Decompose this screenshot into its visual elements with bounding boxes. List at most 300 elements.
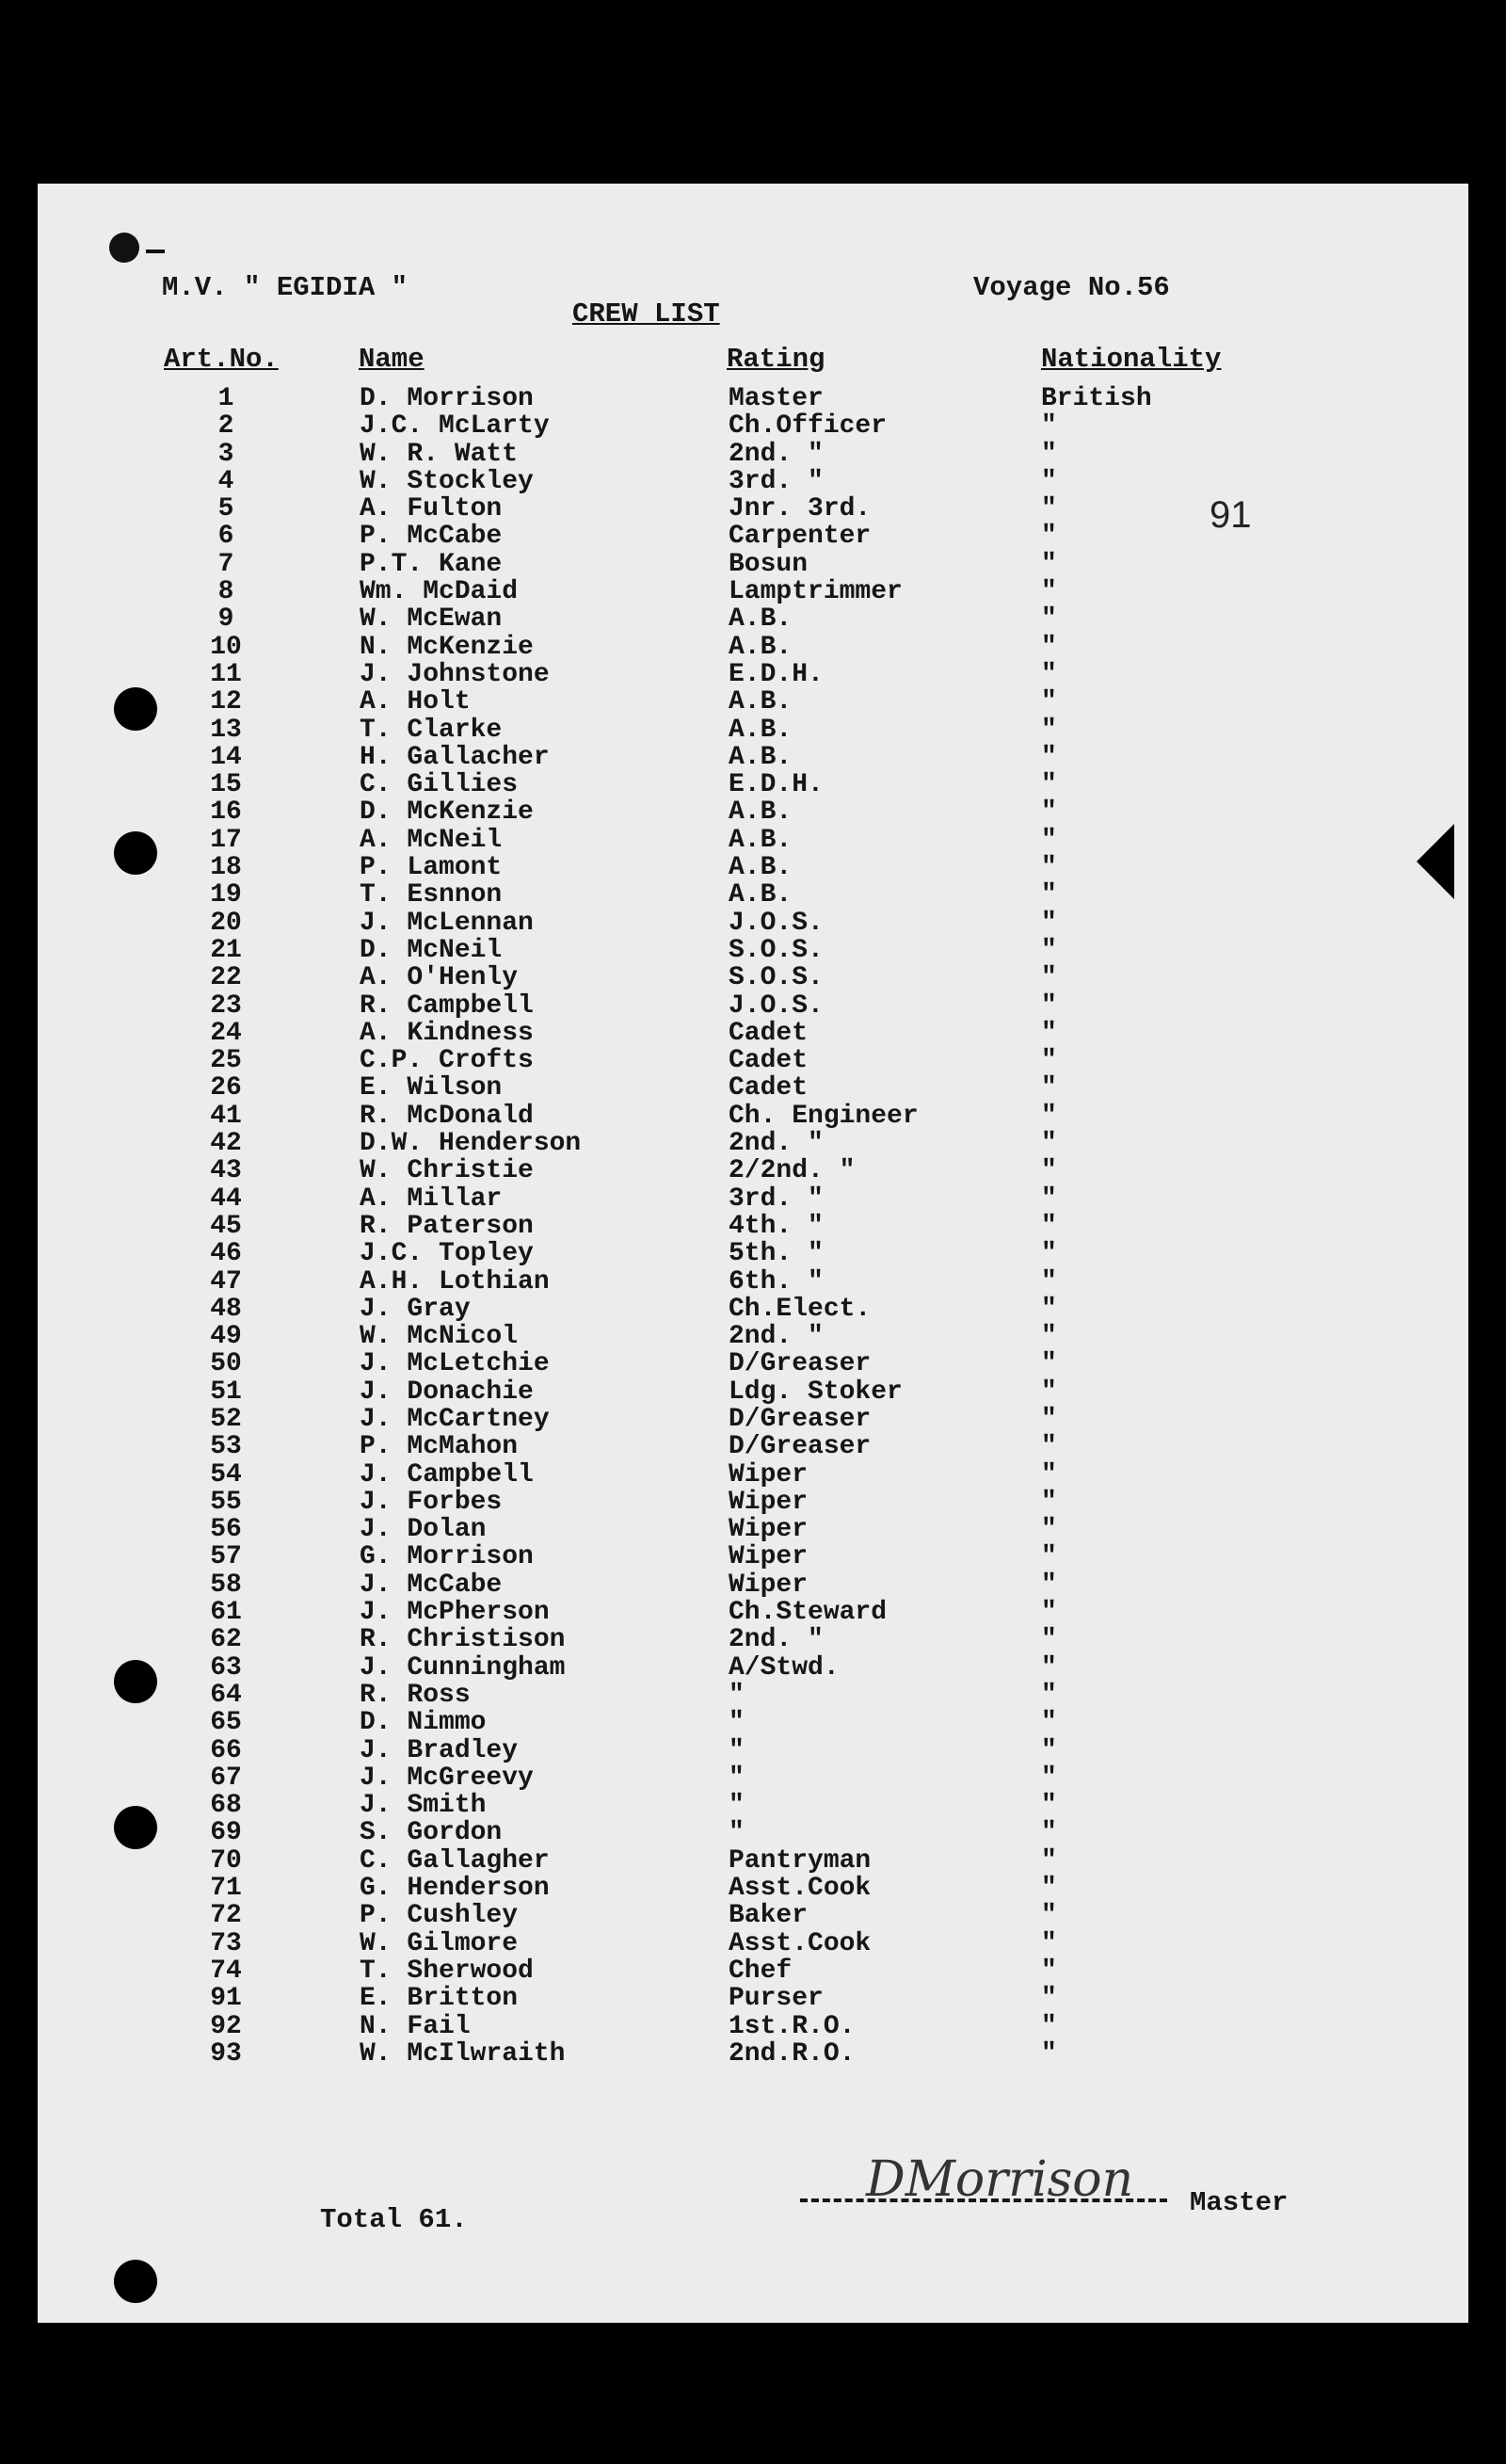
crew-art-no: 63 — [210, 1652, 242, 1683]
crew-art-no: 18 — [210, 853, 242, 883]
crew-name: R. Campbell — [360, 990, 534, 1021]
crew-art-no: 24 — [210, 1018, 242, 1048]
crew-nationality: " — [1041, 1956, 1057, 1986]
crew-rating: Pantryman — [729, 1845, 872, 1876]
crew-nationality: " — [1041, 1845, 1057, 1876]
crew-rating: Ch.Elect. — [729, 1294, 872, 1324]
crew-row — [38, 2013, 1450, 2040]
crew-art-no: 19 — [210, 880, 242, 910]
crew-row — [38, 1213, 1450, 1240]
crew-art-no: 1 — [217, 384, 234, 413]
crew-nationality: " — [1041, 1763, 1057, 1793]
crew-row — [38, 771, 1450, 798]
crew-nationality: " — [1041, 1652, 1057, 1683]
crew-total: Total 61. — [320, 2204, 468, 2235]
crew-nationality: " — [1041, 1266, 1057, 1296]
crew-nationality: " — [1041, 439, 1057, 469]
crew-nationality: " — [1041, 1239, 1057, 1269]
crew-rating: Ch.Steward — [729, 1598, 888, 1628]
crew-rating: Carpenter — [729, 522, 872, 552]
crew-row — [38, 634, 1450, 661]
crew-art-no: 65 — [210, 1708, 242, 1738]
crew-rating: A/Stwd. — [729, 1652, 840, 1683]
punch-hole — [114, 1660, 157, 1703]
crew-row — [38, 744, 1450, 771]
column-header-name: Name — [359, 344, 425, 375]
crew-row — [38, 1571, 1450, 1599]
crew-art-no: 64 — [210, 1680, 242, 1710]
crew-nationality: " — [1041, 825, 1057, 855]
crew-art-no: 57 — [210, 1542, 242, 1572]
crew-nationality: " — [1041, 1432, 1057, 1462]
crew-nationality: " — [1041, 1901, 1057, 1931]
crew-list-document — [38, 184, 1468, 2323]
crew-art-no: 11 — [210, 659, 242, 689]
crew-nationality: British — [1041, 384, 1152, 413]
crew-art-no: 42 — [210, 1129, 242, 1159]
crew-rating: A.B. — [729, 825, 793, 855]
crew-art-no: 21 — [210, 935, 242, 965]
crew-name: R. McDonald — [360, 1101, 534, 1131]
crew-nationality: " — [1041, 549, 1057, 579]
crew-rating: Bosun — [729, 549, 809, 579]
crew-nationality: " — [1041, 1928, 1057, 1958]
crew-rating: A.B. — [729, 797, 793, 828]
punch-hole — [114, 2260, 157, 2303]
crew-rating: Wiper — [729, 1515, 809, 1545]
crew-name: R. Ross — [360, 1680, 471, 1710]
crew-rating: Wiper — [729, 1542, 809, 1572]
crew-nationality: " — [1041, 604, 1057, 635]
crew-art-no: 13 — [210, 715, 242, 745]
crew-name: W. McEwan — [360, 604, 503, 635]
crew-rating: Jnr. 3rd. — [729, 494, 872, 524]
crew-name: J. McGreevy — [360, 1763, 534, 1793]
crew-name: P. Cushley — [360, 1901, 519, 1931]
crew-name: J. Forbes — [360, 1487, 503, 1517]
crew-row — [38, 854, 1450, 881]
crew-name: J. Dolan — [360, 1515, 487, 1545]
crew-nationality: " — [1041, 577, 1057, 607]
crew-row — [38, 1985, 1450, 2012]
crew-row — [38, 1323, 1450, 1350]
crew-name: C. Gillies — [360, 770, 519, 800]
crew-nationality: " — [1041, 1322, 1057, 1352]
crew-name: J. Gray — [360, 1294, 471, 1324]
crew-name: A. McNeil — [360, 825, 503, 855]
crew-art-no: 66 — [210, 1735, 242, 1765]
crew-nationality: " — [1041, 770, 1057, 800]
crew-row — [38, 2040, 1450, 2068]
crew-row — [38, 1792, 1450, 1819]
crew-rating: 2nd. " — [729, 1129, 824, 1159]
crew-name: W. Gilmore — [360, 1928, 519, 1958]
crew-rating: Cadet — [729, 1046, 809, 1076]
crew-art-no: 5 — [217, 494, 234, 524]
crew-row — [38, 1103, 1450, 1130]
crew-name: D.W. Henderson — [360, 1129, 582, 1159]
crew-name: T. Esnnon — [360, 880, 503, 910]
crew-art-no: 74 — [210, 1956, 242, 1986]
crew-name: J. Bradley — [360, 1735, 519, 1765]
crew-name: C.P. Crofts — [360, 1046, 534, 1076]
crew-nationality: " — [1041, 1791, 1057, 1821]
crew-nationality: " — [1041, 1735, 1057, 1765]
crew-name: G. Henderson — [360, 1874, 550, 1904]
crew-rating: 2nd.R.O. — [729, 2038, 856, 2069]
crew-row — [38, 1819, 1450, 1846]
crew-art-no: 68 — [210, 1791, 242, 1821]
crew-rating: " — [729, 1708, 745, 1738]
crew-art-no: 54 — [210, 1459, 242, 1490]
crew-art-no: 44 — [210, 1184, 242, 1214]
crew-nationality: " — [1041, 1459, 1057, 1490]
crew-name: A.H. Lothian — [360, 1266, 550, 1296]
crew-art-no: 61 — [210, 1598, 242, 1628]
crew-rating: E.D.H. — [729, 770, 824, 800]
crew-rating: A.B. — [729, 632, 793, 662]
crew-nationality: " — [1041, 1625, 1057, 1655]
crew-name: D. McKenzie — [360, 797, 534, 828]
crew-row — [38, 385, 1450, 412]
crew-art-no: 69 — [210, 1818, 242, 1848]
crew-nationality: " — [1041, 1129, 1057, 1159]
crew-name: W. Christie — [360, 1156, 534, 1186]
crew-nationality: " — [1041, 1515, 1057, 1545]
crew-row — [38, 827, 1450, 854]
crew-nationality: " — [1041, 687, 1057, 717]
crew-name: J.C. McLarty — [360, 411, 550, 442]
crew-rating: Cadet — [729, 1018, 809, 1048]
crew-row — [38, 1709, 1450, 1736]
crew-art-no: 16 — [210, 797, 242, 828]
crew-name: T. Clarke — [360, 715, 503, 745]
crew-art-no: 7 — [217, 549, 234, 579]
crew-rating: 2nd. " — [729, 1625, 824, 1655]
crew-art-no: 9 — [217, 604, 234, 635]
crew-art-no: 71 — [210, 1874, 242, 1904]
crew-art-no: 15 — [210, 770, 242, 800]
crew-name: E. Britton — [360, 1984, 519, 2014]
crew-nationality: " — [1041, 935, 1057, 965]
crew-name: W. R. Watt — [360, 439, 519, 469]
crew-rating: 6th. " — [729, 1266, 824, 1296]
crew-nationality: " — [1041, 853, 1057, 883]
crew-art-no: 50 — [210, 1349, 242, 1379]
crew-name: N. Fail — [360, 2011, 471, 2041]
crew-rating: Master — [729, 384, 824, 413]
crew-name: W. McIlwraith — [360, 2038, 566, 2069]
crew-row — [38, 1433, 1450, 1460]
crew-row — [38, 1516, 1450, 1543]
crew-rating: 3rd. " — [729, 466, 824, 496]
crew-rating: E.D.H. — [729, 659, 824, 689]
crew-row — [38, 1130, 1450, 1157]
crew-name: H. Gallacher — [360, 742, 550, 772]
crew-rating: Asst.Cook — [729, 1928, 872, 1958]
crew-rating: Chef — [729, 1956, 793, 1986]
crew-nationality: " — [1041, 1404, 1057, 1434]
crew-name: J. Cunningham — [360, 1652, 566, 1683]
crew-art-no: 72 — [210, 1901, 242, 1931]
crew-art-no: 62 — [210, 1625, 242, 1655]
crew-row — [38, 1847, 1450, 1875]
crew-name: D. Nimmo — [360, 1708, 487, 1738]
crew-nationality: " — [1041, 908, 1057, 938]
crew-row — [38, 1654, 1450, 1682]
crew-rating: Purser — [729, 1984, 824, 2014]
crew-nationality: " — [1041, 1349, 1057, 1379]
crew-name: P. McMahon — [360, 1432, 519, 1462]
crew-name: J. Campbell — [360, 1459, 534, 1490]
crew-row — [38, 441, 1450, 468]
crew-rating: " — [729, 1680, 745, 1710]
crew-rating: 2nd. " — [729, 1322, 824, 1352]
crew-row — [38, 1185, 1450, 1213]
crew-name: C. Gallagher — [360, 1845, 550, 1876]
crew-nationality: " — [1041, 522, 1057, 552]
crew-nationality: " — [1041, 1156, 1057, 1186]
crew-nationality: " — [1041, 990, 1057, 1021]
punch-hole — [114, 831, 157, 875]
crew-art-no: 45 — [210, 1211, 242, 1241]
crew-art-no: 26 — [210, 1073, 242, 1103]
crew-nationality: " — [1041, 1598, 1057, 1628]
crew-row — [38, 1599, 1450, 1626]
crew-nationality: " — [1041, 963, 1057, 993]
marginal-note: 91 — [1210, 494, 1252, 536]
crew-row — [38, 1378, 1450, 1406]
crew-nationality: " — [1041, 1018, 1057, 1048]
crew-art-no: 2 — [217, 411, 234, 442]
crew-name: A. Fulton — [360, 494, 503, 524]
master-signature: DMorrison — [866, 2151, 1134, 2208]
crew-rating: J.O.S. — [729, 908, 824, 938]
crew-art-no: 58 — [210, 1570, 242, 1600]
ship-name: M.V. " EGIDIA " — [162, 272, 409, 303]
crew-nationality: " — [1041, 1184, 1057, 1214]
crew-rating: A.B. — [729, 715, 793, 745]
crew-name: J. McCabe — [360, 1570, 503, 1600]
crew-row — [38, 717, 1450, 744]
punch-hole — [114, 687, 157, 731]
crew-row — [38, 1350, 1450, 1377]
crew-name: P. Lamont — [360, 853, 503, 883]
crew-row — [38, 1626, 1450, 1653]
crew-row — [38, 1930, 1450, 1957]
crew-rating: Lamptrimmer — [729, 577, 903, 607]
crew-nationality: " — [1041, 659, 1057, 689]
crew-row — [38, 1268, 1450, 1296]
crew-nationality: " — [1041, 1377, 1057, 1407]
crew-art-no: 52 — [210, 1404, 242, 1434]
crew-nationality: " — [1041, 1294, 1057, 1324]
crew-name: G. Morrison — [360, 1542, 534, 1572]
crew-rating: " — [729, 1818, 745, 1848]
column-header-rating: Rating — [727, 344, 825, 375]
crew-row — [38, 1240, 1450, 1267]
crew-rating: S.O.S. — [729, 935, 824, 965]
crew-art-no: 67 — [210, 1763, 242, 1793]
crew-row — [38, 881, 1450, 909]
crew-nationality: " — [1041, 1101, 1057, 1131]
crew-nationality: " — [1041, 715, 1057, 745]
crew-rating: 2/2nd. " — [729, 1156, 856, 1186]
crew-row — [38, 1047, 1450, 1074]
crew-table — [38, 385, 1450, 2068]
crew-name: P.T. Kane — [360, 549, 503, 579]
crew-name: J. McPherson — [360, 1598, 550, 1628]
crew-art-no: 4 — [217, 466, 234, 496]
crew-nationality: " — [1041, 411, 1057, 442]
crew-rating: Cadet — [729, 1073, 809, 1103]
crew-row — [38, 798, 1450, 826]
crew-row — [38, 992, 1450, 1020]
crew-art-no: 20 — [210, 908, 242, 938]
crew-row — [38, 1461, 1450, 1489]
crew-name: J. McLetchie — [360, 1349, 550, 1379]
crew-rating: A.B. — [729, 880, 793, 910]
crew-nationality: " — [1041, 494, 1057, 524]
crew-row — [38, 661, 1450, 688]
crew-name: A. O'Henly — [360, 963, 519, 993]
crew-art-no: 56 — [210, 1515, 242, 1545]
crew-row — [38, 688, 1450, 716]
crew-row — [38, 1875, 1450, 1902]
crew-art-no: 3 — [217, 439, 234, 469]
crew-name: T. Sherwood — [360, 1956, 534, 1986]
crew-nationality: " — [1041, 797, 1057, 828]
crew-nationality: " — [1041, 1874, 1057, 1904]
crew-art-no: 93 — [210, 2038, 242, 2069]
crew-name: R. Paterson — [360, 1211, 534, 1241]
crew-rating: Ch. Engineer — [729, 1101, 919, 1131]
crew-name: D. McNeil — [360, 935, 503, 965]
crew-row — [38, 605, 1450, 633]
crew-nationality: " — [1041, 1984, 1057, 2014]
crew-art-no: 10 — [210, 632, 242, 662]
crew-rating: Asst.Cook — [729, 1874, 872, 1904]
crew-row — [38, 937, 1450, 964]
crew-art-no: 43 — [210, 1156, 242, 1186]
crew-name: J. Smith — [360, 1791, 487, 1821]
crew-name: J. Johnstone — [360, 659, 550, 689]
crew-rating: Wiper — [729, 1459, 809, 1490]
crew-nationality: " — [1041, 1818, 1057, 1848]
crew-rating: Ldg. Stoker — [729, 1377, 903, 1407]
crew-row — [38, 551, 1450, 578]
crew-rating: D/Greaser — [729, 1349, 872, 1379]
crew-nationality: " — [1041, 880, 1057, 910]
crew-nationality: " — [1041, 632, 1057, 662]
crew-row — [38, 412, 1450, 440]
crew-art-no: 8 — [217, 577, 234, 607]
crew-nationality: " — [1041, 1542, 1057, 1572]
crew-art-no: 91 — [210, 1984, 242, 2014]
crew-rating: D/Greaser — [729, 1404, 872, 1434]
crew-nationality: " — [1041, 1708, 1057, 1738]
crew-art-no: 17 — [210, 825, 242, 855]
crew-row — [38, 1157, 1450, 1184]
crew-name: S. Gordon — [360, 1818, 503, 1848]
crew-nationality: " — [1041, 1487, 1057, 1517]
crew-rating: 4th. " — [729, 1211, 824, 1241]
crew-rating: A.B. — [729, 853, 793, 883]
crew-art-no: 6 — [217, 522, 234, 552]
column-header-art-no: Art.No. — [164, 344, 279, 375]
crew-art-no: 70 — [210, 1845, 242, 1876]
crew-rating: A.B. — [729, 604, 793, 635]
crew-row — [38, 1296, 1450, 1323]
crew-name: A. Millar — [360, 1184, 503, 1214]
crew-row — [38, 1764, 1450, 1792]
crew-row — [38, 1957, 1450, 1985]
crew-row — [38, 1737, 1450, 1764]
crew-art-no: 41 — [210, 1101, 242, 1131]
crew-row — [38, 1543, 1450, 1570]
crew-nationality: " — [1041, 466, 1057, 496]
crew-nationality: " — [1041, 1211, 1057, 1241]
crew-rating: 2nd. " — [729, 439, 824, 469]
crew-rating: " — [729, 1735, 745, 1765]
crew-row — [38, 468, 1450, 495]
crew-name: J. McCartney — [360, 1404, 550, 1434]
crew-name: J. Donachie — [360, 1377, 534, 1407]
crew-rating: Baker — [729, 1901, 809, 1931]
crew-name: Wm. McDaid — [360, 577, 519, 607]
crew-row — [38, 1406, 1450, 1433]
crew-rating: S.O.S. — [729, 963, 824, 993]
crew-name: E. Wilson — [360, 1073, 503, 1103]
crew-rating: Ch.Officer — [729, 411, 888, 442]
crew-rating: " — [729, 1763, 745, 1793]
master-label: Master — [1190, 2187, 1289, 2218]
crew-row — [38, 1902, 1450, 1929]
crew-rating: " — [729, 1791, 745, 1821]
crew-row — [38, 1489, 1450, 1516]
crew-nationality: " — [1041, 1073, 1057, 1103]
crew-rating: Wiper — [729, 1570, 809, 1600]
torn-corner-mark — [104, 229, 169, 266]
crew-nationality: " — [1041, 1046, 1057, 1076]
crew-row — [38, 1020, 1450, 1047]
page-tear — [1417, 824, 1454, 899]
signature-line — [800, 2198, 1167, 2202]
crew-art-no: 47 — [210, 1266, 242, 1296]
crew-row — [38, 1682, 1450, 1709]
crew-name: W. Stockley — [360, 466, 534, 496]
crew-rating: 3rd. " — [729, 1184, 824, 1214]
crew-rating: 5th. " — [729, 1239, 824, 1269]
crew-art-no: 55 — [210, 1487, 242, 1517]
crew-art-no: 14 — [210, 742, 242, 772]
crew-name: A. Kindness — [360, 1018, 534, 1048]
crew-art-no: 92 — [210, 2011, 242, 2041]
crew-name: P. McCabe — [360, 522, 503, 552]
crew-nationality: " — [1041, 2038, 1057, 2069]
document-title: CREW LIST — [572, 298, 720, 330]
crew-nationality: " — [1041, 1680, 1057, 1710]
crew-name: J. McLennan — [360, 908, 534, 938]
crew-row — [38, 910, 1450, 937]
crew-rating: A.B. — [729, 742, 793, 772]
crew-art-no: 23 — [210, 990, 242, 1021]
crew-nationality: " — [1041, 2011, 1057, 2041]
crew-art-no: 49 — [210, 1322, 242, 1352]
column-header-nationality: Nationality — [1041, 344, 1222, 375]
crew-rating: J.O.S. — [729, 990, 824, 1021]
crew-name: J.C. Topley — [360, 1239, 534, 1269]
